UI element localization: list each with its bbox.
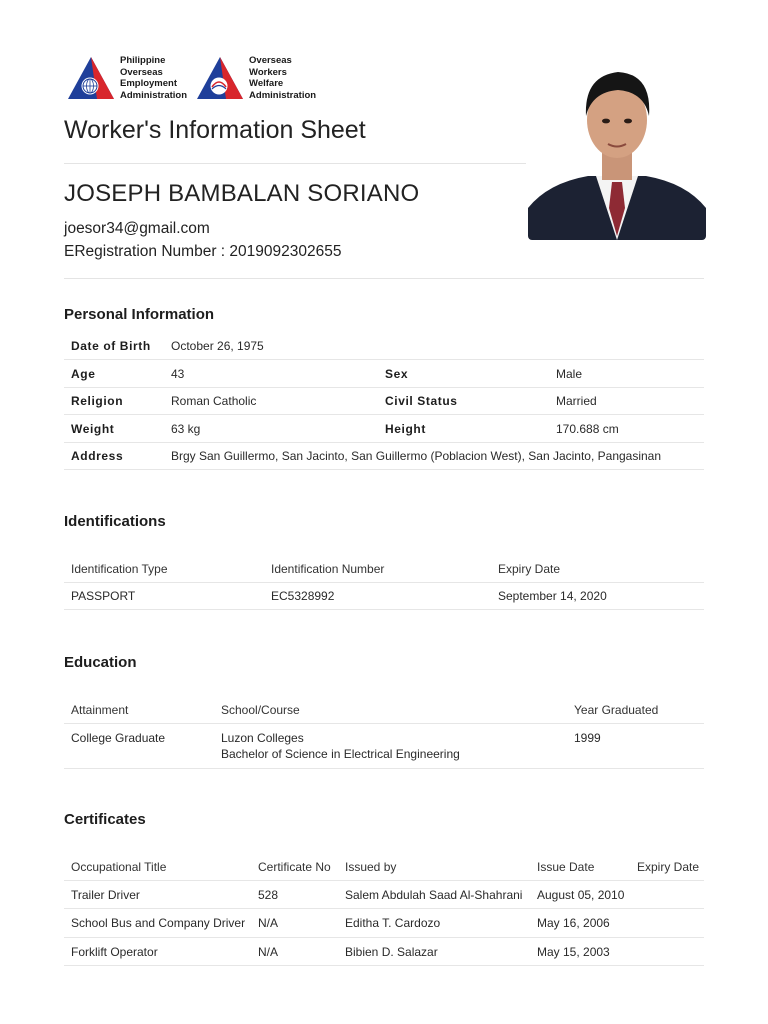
occupational-title-cell: School Bus and Company Driver xyxy=(71,916,246,930)
age-value: 43 xyxy=(171,366,185,381)
certificates-header-row xyxy=(64,853,704,881)
personal-information-title: Personal Information xyxy=(64,306,215,323)
issued-by-cell: Salem Abdulah Saad Al-Shahrani xyxy=(345,887,523,902)
id-number-cell: EC5328992 xyxy=(271,589,335,603)
worker-email: joesor34@gmail.com xyxy=(64,220,210,237)
occupational-title-header: Occupational Title xyxy=(71,859,167,874)
civil-status-value: Married xyxy=(556,394,597,408)
poea-emblem-icon xyxy=(66,55,116,101)
certificates-title: Certificates xyxy=(64,811,146,828)
agency-logos xyxy=(66,55,324,101)
worker-photo xyxy=(528,58,706,240)
education-header-row xyxy=(64,696,704,724)
title-divider xyxy=(64,163,526,164)
course-cell: Bachelor of Science in Electrical Engineering xyxy=(221,747,460,761)
issue-date-cell: May 16, 2006 xyxy=(537,916,610,930)
certificate-no-cell: N/A xyxy=(258,916,279,930)
school-course-header: School/Course xyxy=(221,702,300,717)
certificate-no-cell: 528 xyxy=(258,887,279,902)
height-value: 170.688 cm xyxy=(556,421,619,436)
person-portrait-icon xyxy=(528,58,706,240)
owwa-logo xyxy=(195,55,316,101)
worker-name: JOSEPH BAMBALAN SORIANO xyxy=(64,180,420,207)
civil-status-label: Civil Status xyxy=(385,394,458,408)
issue-date-cell: August 05, 2010 xyxy=(537,887,625,902)
age-label: Age xyxy=(71,366,96,381)
religion-value: Roman Catholic xyxy=(171,394,257,408)
weight-label: Weight xyxy=(71,421,115,436)
id-type-cell: PASSPORT xyxy=(71,589,136,603)
height-label: Height xyxy=(385,421,426,436)
sex-value: Male xyxy=(556,366,583,381)
identifications-title: Identifications xyxy=(64,513,166,530)
id-type-header: Identification Type xyxy=(71,561,168,576)
issued-by-header: Issued by xyxy=(345,859,397,874)
id-expiry-header: Expiry Date xyxy=(498,561,561,576)
certificate-no-header: Certificate No xyxy=(258,859,331,874)
year-graduated-header: Year Graduated xyxy=(574,702,659,717)
address-value: Brgy San Guillermo, San Jacinto, San Guillermo (Poblacion West), San Jacinto, Pangasinan xyxy=(171,449,662,463)
owwa-emblem-icon xyxy=(195,55,245,101)
table-row xyxy=(64,938,704,966)
personal-row-dob xyxy=(64,332,704,360)
table-row xyxy=(64,909,704,938)
personal-row-weight-height xyxy=(64,415,704,443)
issue-date-header: Issue Date xyxy=(537,859,595,874)
header-divider xyxy=(64,278,704,279)
owwa-logo-text: Overseas Workers Welfare Administration xyxy=(249,55,317,101)
year-graduated-cell: 1999 xyxy=(574,731,601,745)
expiry-date-header: Expiry Date xyxy=(637,859,700,874)
sex-label: Sex xyxy=(385,366,409,381)
identifications-header-row xyxy=(64,555,704,583)
poea-logo-text: Philippine Overseas Employment Administration xyxy=(120,55,188,101)
table-row xyxy=(64,724,704,769)
school-cell: Luzon Colleges xyxy=(221,731,304,745)
document-title: Worker's Information Sheet xyxy=(64,116,366,144)
issued-by-cell: Bibien D. Salazar xyxy=(345,944,438,959)
personal-row-religion-status xyxy=(64,388,704,415)
attainment-cell: College Graduate xyxy=(71,731,166,745)
table-row xyxy=(64,583,704,610)
education-title: Education xyxy=(64,654,137,671)
attainment-header: Attainment xyxy=(71,702,129,717)
address-label: Address xyxy=(71,449,124,463)
poea-logo xyxy=(66,55,187,101)
religion-label: Religion xyxy=(71,394,124,408)
id-number-header: Identification Number xyxy=(271,561,385,576)
occupational-title-cell: Trailer Driver xyxy=(71,887,140,902)
issue-date-cell: May 15, 2003 xyxy=(537,944,610,959)
personal-row-address xyxy=(64,443,704,470)
certificate-no-cell: N/A xyxy=(258,944,279,959)
eregistration-number: ERegistration Number : 2019092302655 xyxy=(64,243,342,260)
weight-value: 63 kg xyxy=(171,421,201,436)
personal-row-age-sex xyxy=(64,360,704,388)
dob-value: October 26, 1975 xyxy=(171,338,264,353)
id-expiry-cell: September 14, 2020 xyxy=(498,589,607,603)
occupational-title-cell: Forklift Operator xyxy=(71,944,158,959)
dob-label: Date of Birth xyxy=(71,338,151,353)
issued-by-cell: Editha T. Cardozo xyxy=(345,916,441,930)
table-row xyxy=(64,881,704,909)
